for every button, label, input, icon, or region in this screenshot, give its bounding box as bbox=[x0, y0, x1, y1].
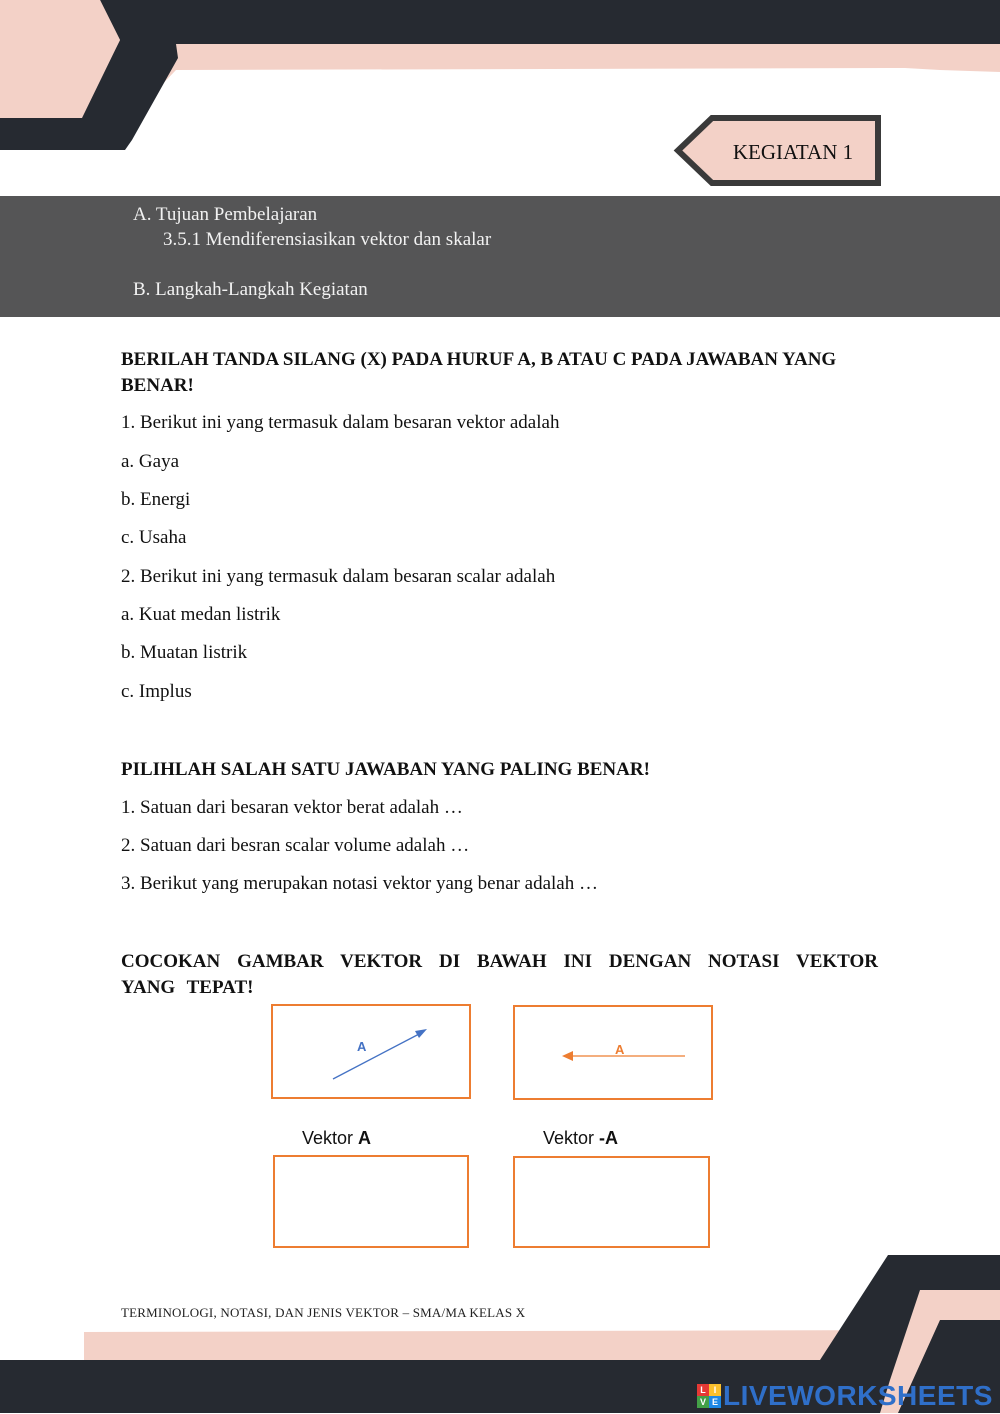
section1-line: c. Implus bbox=[121, 681, 192, 702]
logo-letter: I bbox=[709, 1384, 721, 1396]
caption-vektor-a-symbol: A bbox=[358, 1128, 372, 1148]
section1-line: c. Usaha bbox=[121, 527, 187, 548]
section1-line: b. Muatan listrik bbox=[121, 642, 248, 663]
liveworksheets-logo-icon bbox=[697, 1384, 721, 1408]
vector-a-arrow bbox=[273, 1006, 469, 1097]
vector-image-box-2 bbox=[513, 1005, 713, 1100]
band-item-b: B. Langkah-Langkah Kegiatan bbox=[133, 279, 368, 300]
answer-drop-box-1[interactable] bbox=[273, 1155, 469, 1248]
band-item-a-sub: 3.5.1 Mendiferensiasikan vektor dan skalar bbox=[163, 229, 492, 250]
caption-vektor-neg-a-symbol: -A bbox=[599, 1128, 619, 1148]
caption-vektor-a bbox=[302, 1128, 371, 1149]
vector-a-label: A bbox=[357, 1039, 367, 1054]
section1-heading: BERILAH TANDA SILANG (X) PADA HURUF A, B ATAU C PADA JAWABAN YANG BENAR! bbox=[121, 349, 837, 396]
logo-letter: V bbox=[697, 1396, 709, 1408]
vector-neg-a-label: A bbox=[615, 1042, 625, 1057]
section1-line: a. Gaya bbox=[121, 451, 180, 472]
kegiatan-badge-label: KEGIATAN 1 bbox=[732, 140, 854, 164]
logo-letter: L bbox=[697, 1384, 709, 1396]
caption-vektor-neg-a bbox=[543, 1128, 618, 1149]
footer-text: TERMINOLOGI, NOTASI, DAN JENIS VEKTOR – SMA/MA KELAS X bbox=[121, 1305, 526, 1320]
section2-line: 3. Berikut yang merupakan notasi vektor yang benar adalah … bbox=[121, 873, 598, 894]
answer-drop-box-2[interactable] bbox=[513, 1156, 710, 1248]
caption-vektor-a-prefix: Vektor bbox=[302, 1128, 359, 1148]
section3-heading: COCOKAN GAMBAR VEKTOR DI BAWAH INI DENGAN NOTASI VEKTOR YANG TEPAT! bbox=[121, 951, 878, 998]
caption-vektor-neg-a-prefix: Vektor bbox=[543, 1128, 600, 1148]
section1-line: 2. Berikut ini yang termasuk dalam besaran scalar adalah bbox=[121, 566, 556, 587]
liveworksheets-wordmark: LIVEWORKSHEETS bbox=[723, 1380, 993, 1411]
section1-line: b. Energi bbox=[121, 489, 191, 510]
band-item-a: A. Tujuan Pembelajaran bbox=[133, 204, 318, 225]
section1-line: 1. Berikut ini yang termasuk dalam besaran vektor adalah bbox=[121, 412, 560, 433]
vector-neg-a-arrow bbox=[515, 1007, 711, 1098]
section2-line: 1. Satuan dari besaran vektor berat adalah … bbox=[121, 797, 463, 818]
liveworksheets-watermark[interactable] bbox=[697, 1378, 993, 1414]
vector-image-box-1 bbox=[271, 1004, 471, 1099]
section2-line: 2. Satuan dari besran scalar volume adalah … bbox=[121, 835, 470, 856]
section1-line: a. Kuat medan listrik bbox=[121, 604, 281, 625]
logo-letter: E bbox=[709, 1396, 721, 1408]
section2-heading: PILIHLAH SALAH SATU JAWABAN YANG PALING BENAR! bbox=[121, 759, 650, 780]
objectives-band bbox=[0, 196, 1000, 317]
